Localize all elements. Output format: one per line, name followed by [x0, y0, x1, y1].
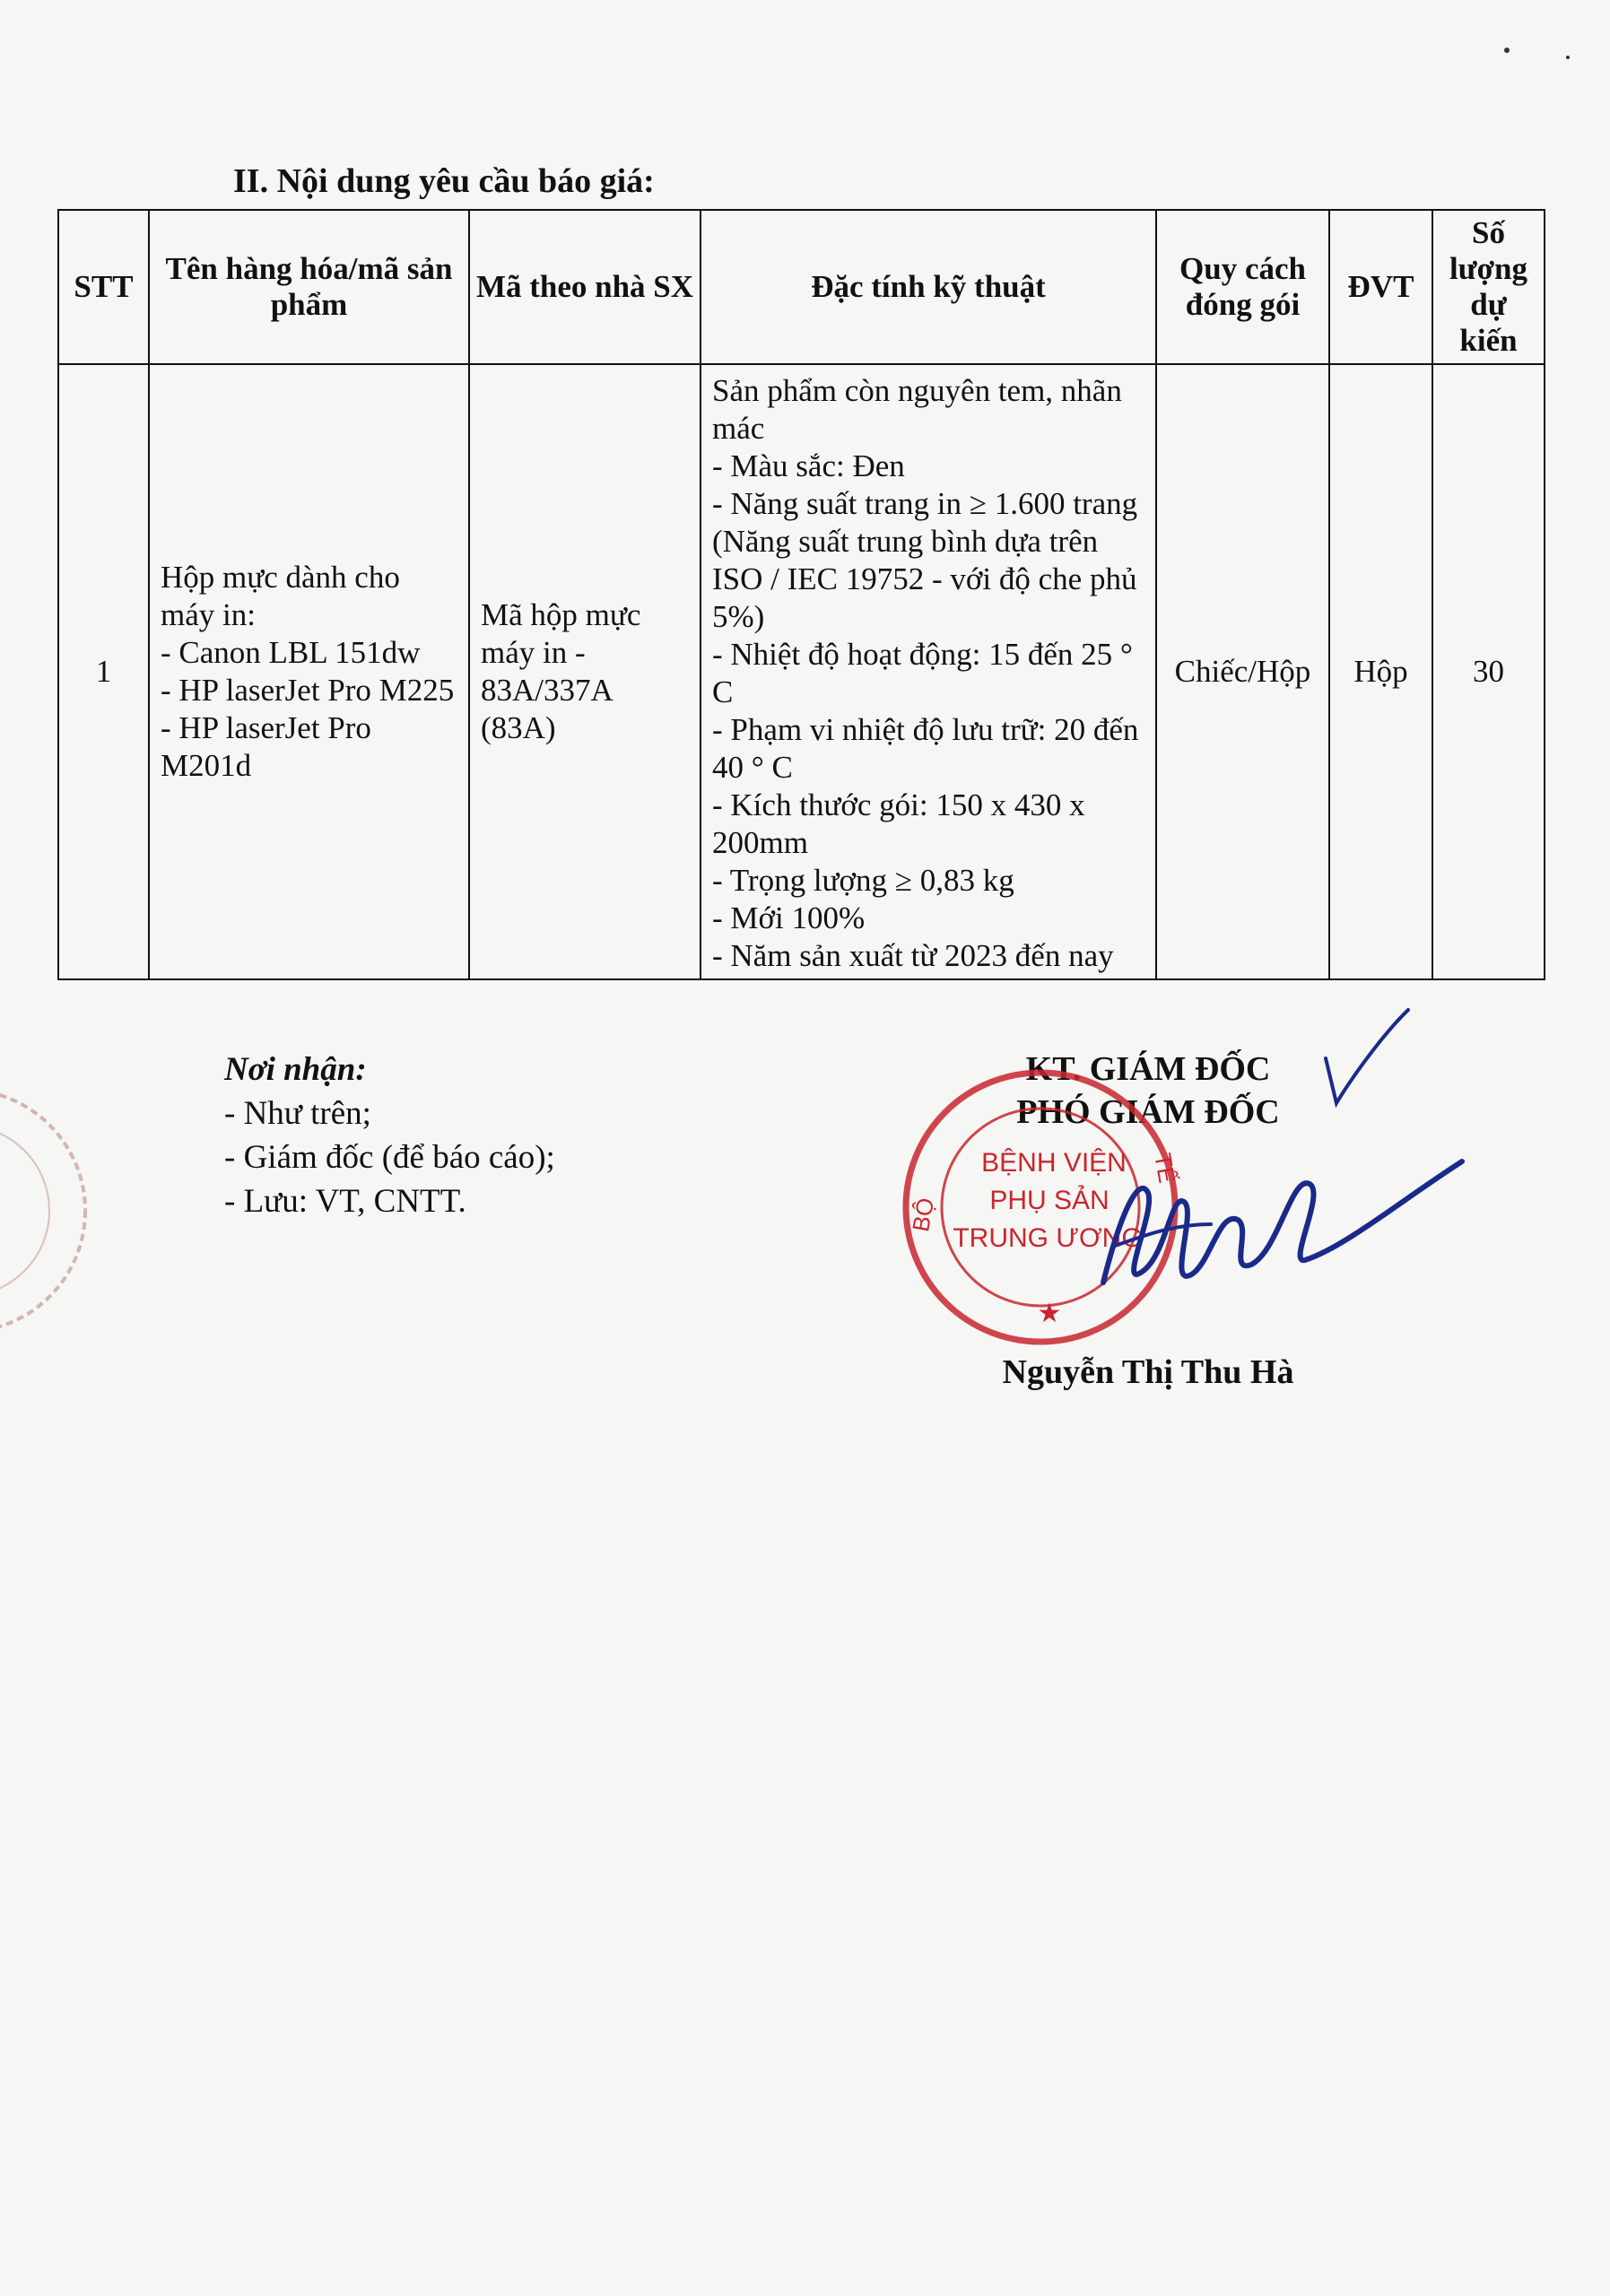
- cell-specifications: [701, 364, 1156, 979]
- stamp-line1: BỆNH VIỆN: [981, 1148, 1127, 1178]
- scan-marks: [1489, 36, 1579, 72]
- signer-title-line1: KT. GIÁM ĐỐC: [1025, 1050, 1271, 1088]
- spec-line: - Phạm vi nhiệt độ lưu trữ: 20 đến 40 ° C: [712, 712, 1139, 785]
- spec-line: - Màu sắc: Đen: [712, 448, 905, 483]
- cell-packaging: Chiếc/Hộp: [1156, 364, 1329, 979]
- cell-quantity: 30: [1432, 364, 1545, 979]
- spec-line: - Kích thước gói: 150 x 430 x 200mm: [712, 787, 1085, 860]
- header-packaging: Quy cách đóng gói: [1156, 210, 1329, 364]
- recipients-label: Nơi nhận:: [224, 1051, 367, 1088]
- header-quantity: Số lượng dự kiến: [1432, 210, 1545, 364]
- stamp-line2: PHỤ SẢN: [989, 1186, 1110, 1215]
- product-line: Hộp mực dành cho máy in:: [161, 560, 400, 632]
- header-manufacturer-code: Mã theo nhà SX: [469, 210, 701, 364]
- signature: [1085, 1139, 1471, 1318]
- spec-line: - Nhiệt độ hoạt động: 15 đến 25 ° C: [712, 637, 1133, 709]
- signer-name: Nguyễn Thị Thu Hà: [1002, 1353, 1294, 1391]
- product-line: - Canon LBL 151dw: [161, 635, 421, 670]
- header-product-name: Tên hàng hóa/mã sản phẩm: [149, 210, 469, 364]
- cell-manufacturer-code: Mã hộp mực máy in - 83A/337A (83A): [469, 364, 701, 979]
- recipient-item: - Như trên;: [224, 1095, 371, 1132]
- quotation-table: [57, 209, 1545, 980]
- product-line: - HP laserJet Pro M201d: [161, 710, 371, 783]
- partial-stamp-edge: [0, 1076, 108, 1345]
- recipient-item: - Lưu: VT, CNTT.: [224, 1183, 466, 1220]
- product-line: - HP laserJet Pro M225: [161, 673, 455, 708]
- cell-product-name: [149, 364, 469, 979]
- header-stt: STT: [58, 210, 149, 364]
- stamp-right-text: TẾ: [1149, 1151, 1181, 1186]
- recipients-block: [224, 1048, 555, 1223]
- signer-title-line2: PHÓ GIÁM ĐỐC: [1016, 1093, 1280, 1131]
- cell-unit: Hộp: [1329, 364, 1432, 979]
- table-row: [58, 364, 1545, 979]
- stamp-line3: TRUNG ƯƠNG: [953, 1223, 1143, 1253]
- table-header-row: [58, 210, 1545, 364]
- header-unit: ĐVT: [1329, 210, 1432, 364]
- recipient-item: - Giám đốc (để báo cáo);: [224, 1139, 555, 1176]
- header-specifications: Đặc tính kỹ thuật: [701, 210, 1156, 364]
- stamp-star-icon: ★: [1037, 1299, 1062, 1328]
- spec-line: Sản phẩm còn nguyên tem, nhãn mác: [712, 373, 1122, 446]
- stamp-left-text: BỘ: [907, 1196, 940, 1234]
- spec-line: - Trọng lượng ≥ 0,83 kg: [712, 863, 1014, 898]
- spec-line: - Mới 100%: [712, 900, 866, 935]
- spec-line: - Năm sản xuất từ 2023 đến nay: [712, 938, 1114, 973]
- cell-stt: 1: [58, 364, 149, 979]
- section-title: II. Nội dung yêu cầu báo giá:: [233, 162, 655, 200]
- spec-line: - Năng suất trang in ≥ 1.600 trang (Năng suất trung bình dựa trên ISO / IEC 19752 - với độ che phủ 5%): [712, 486, 1138, 634]
- approval-tick-icon: [1318, 1004, 1417, 1121]
